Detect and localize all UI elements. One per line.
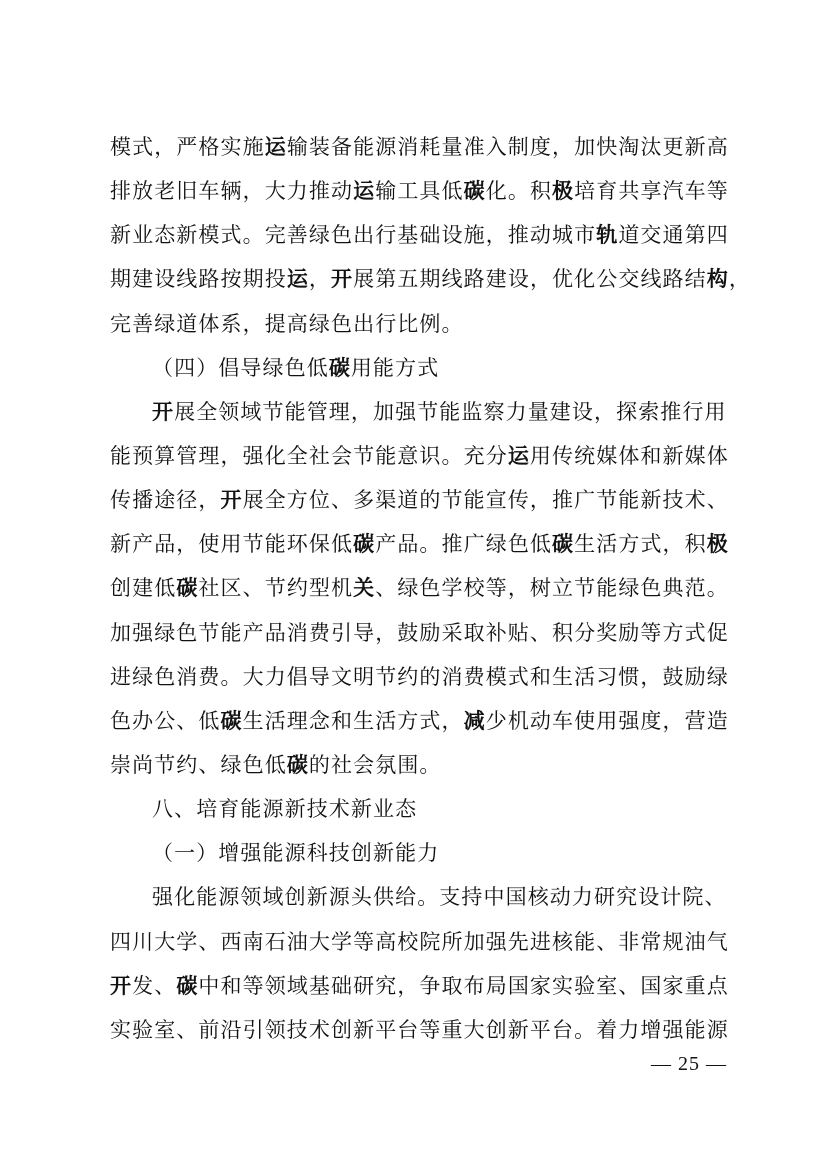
text-run: ，	[728, 267, 751, 292]
text-run: 产品。推广绿色低	[375, 532, 553, 557]
text-run: 新业态新模式。完善绿色出行基础设施，推动城市	[110, 223, 597, 248]
text-line	[110, 125, 770, 169]
emphasis-char: 碳	[176, 974, 199, 998]
text-line	[110, 522, 770, 566]
emphasis-char: 关	[353, 577, 376, 601]
text-line	[110, 213, 770, 257]
text-line	[110, 787, 770, 831]
text-run: 八、培育能源新技术新业态	[152, 797, 418, 822]
text-run: 崇尚节约、绿色低	[110, 752, 287, 777]
text-line	[110, 478, 770, 522]
text-line	[110, 920, 770, 964]
text-line	[110, 611, 770, 655]
text-run: 完善绿道体系，提高绿色出行比例。	[110, 311, 464, 336]
emphasis-char: 运	[286, 268, 309, 292]
text-run: 化。积	[485, 179, 553, 204]
text-run: 用能方式	[350, 355, 440, 380]
text-line	[110, 566, 770, 610]
text-run: （四）倡导绿色低	[152, 355, 329, 380]
text-line	[110, 875, 770, 919]
text-line	[110, 346, 770, 390]
text-run: 排放老旧车辆，大力推动	[110, 179, 354, 204]
text-line	[110, 743, 770, 787]
text-run: 能预算管理，强化全社会节能意识。充分	[110, 443, 508, 468]
text-run: 展全领域节能管理，加强节能监察力量建设，探索推行用	[174, 399, 727, 424]
text-line	[110, 169, 770, 213]
text-run: 输装备能源消耗量准入制度，加快淘汰更新高	[286, 135, 729, 159]
emphasis-char: 碳	[220, 709, 243, 733]
text-line	[110, 1008, 770, 1052]
text-line	[110, 390, 770, 434]
page-number: — 25 —	[651, 1053, 727, 1075]
text-line	[110, 699, 770, 743]
text-run: 输工具低	[375, 179, 464, 204]
emphasis-char: 运	[264, 136, 287, 159]
text-run: 模式，严格实施	[110, 135, 265, 159]
emphasis-char: 运	[507, 444, 530, 468]
emphasis-char: 运	[353, 180, 376, 204]
emphasis-char: 极	[552, 180, 575, 204]
text-run: 生活方式，积	[574, 532, 707, 557]
text-run: 少机动车使用强度，营造	[485, 708, 729, 733]
emphasis-char: 碳	[463, 180, 486, 204]
emphasis-char: 碳	[176, 577, 199, 601]
text-run: 的社会氛围。	[308, 752, 442, 777]
emphasis-char: 碳	[353, 533, 376, 557]
text-run: 新产品，使用节能环保低	[110, 532, 354, 557]
text-run: 、绿色学校等，树立节能绿色典范。	[375, 576, 729, 601]
text-run: 展全方位、多渠道的节能宣传，推广节能新技术、	[242, 488, 729, 513]
text-run: 传播途径，	[110, 488, 221, 513]
text-run: 加强绿色节能产品消费引导，鼓励采取补贴、积分奖励等方式促	[110, 620, 729, 645]
text-run: 用传统媒体和新媒体	[529, 443, 729, 468]
text-line	[110, 964, 770, 1008]
text-run: 展第五期线路建设，优化公交线路结	[353, 267, 707, 292]
emphasis-char: 开	[220, 489, 243, 513]
emphasis-char: 极	[706, 533, 729, 557]
text-run: 强化能源领域创新源头供给。支持中国核动力研究设计院、	[152, 885, 727, 910]
emphasis-char: 碳	[552, 533, 575, 557]
text-run: 中和等领域基础研究，争取布局国家实验室、国家重点	[198, 973, 729, 998]
text-run: 创建低	[110, 576, 177, 601]
emphasis-char: 轨	[596, 224, 619, 248]
text-line	[110, 831, 770, 875]
emphasis-char: 碳	[328, 356, 351, 380]
emphasis-char: 开	[331, 268, 354, 292]
text-run: 期建设线路按期投	[110, 267, 287, 292]
text-run: 进绿色消费。大力倡导文明节约的消费模式和生活习惯，鼓励绿	[110, 664, 729, 689]
emphasis-char: 开	[110, 974, 133, 998]
text-line	[110, 257, 770, 301]
text-run: 生活理念和生活方式，	[242, 708, 464, 733]
text-run: 培育共享汽车等	[574, 179, 729, 204]
text-run: （一）增强能源科技创新能力	[152, 841, 440, 866]
text-run: ，	[308, 267, 332, 292]
text-run: 社区、节约型机	[198, 576, 354, 601]
text-line	[110, 655, 770, 699]
page-body	[110, 125, 770, 1052]
text-run: 四川大学、西南石油大学等高校院所加强先进核能、非常规油气	[110, 929, 729, 954]
emphasis-char: 碳	[286, 753, 309, 777]
text-run: 色办公、低	[110, 708, 221, 733]
emphasis-char: 构	[706, 268, 729, 292]
text-run: 实验室、前沿引领技术创新平台等重大创新平台。着力增强能源	[110, 1017, 729, 1042]
emphasis-char: 开	[152, 400, 175, 424]
text-line	[110, 434, 770, 478]
emphasis-char: 减	[463, 709, 486, 733]
text-run: 道交通第四	[618, 223, 729, 248]
text-line	[110, 302, 770, 346]
text-run: 发、	[132, 973, 177, 998]
